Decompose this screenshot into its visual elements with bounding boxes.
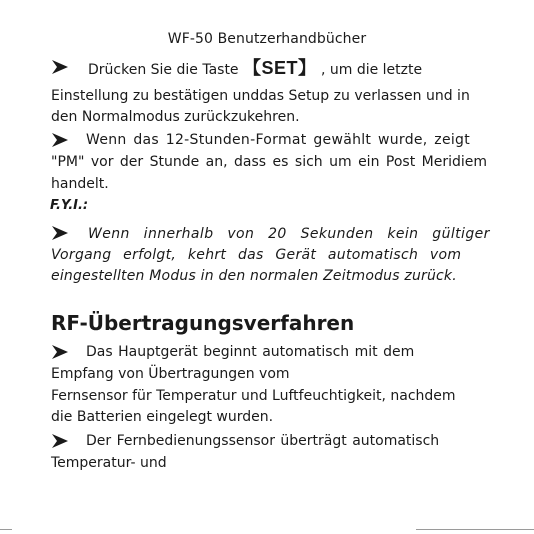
arrowhead-bullet-icon (52, 60, 68, 74)
arrowhead-bullet-icon (52, 133, 68, 147)
para2-line2: "PM" vor der Stunde an, dass es sich um ein Post Meridiem (51, 154, 487, 170)
footer-rule-left (0, 529, 12, 530)
para2-line1: Wenn das 12-Stunden-Format gewählt wurde, zeigt (86, 132, 471, 148)
para4-line1: Der Fernbedienungssensor überträgt automatisch (86, 433, 440, 449)
fyi-line2: Vorgang erfolgt, kehrt das Gerät automatisch vom (51, 247, 462, 263)
arrowhead-bullet-icon (52, 434, 68, 448)
para1-line1 (88, 58, 422, 80)
fyi-line1: Wenn innerhalb von 20 Sekunden kein gültiger (88, 226, 490, 242)
para1-text-before-key: Drücken Sie die Taste (88, 62, 239, 78)
arrowhead-bullet-icon (52, 226, 68, 240)
para1-line2: Einstellung zu bestätigen unddas Setup zu verlassen und in (51, 88, 470, 104)
para1-line3: den Normalmodus zurückzukehren. (51, 109, 300, 125)
para3-line1: Das Hauptgerät beginnt automatisch mit dem (86, 344, 415, 360)
page-header: WF-50 Benutzerhandbücher (167, 31, 367, 47)
footer-rule-right (416, 529, 534, 530)
para1-text-after-key: , um die letzte (320, 62, 423, 78)
para3-line4: die Batterien eingelegt wurden. (51, 409, 274, 425)
fyi-line3: eingestellten Modus in den normalen Zeitmodus zurück. (51, 268, 457, 284)
set-key-label: 【SET】 (243, 58, 317, 78)
fyi-label: F.Y.I.: (50, 198, 89, 213)
para4-line2: Temperatur- und (51, 455, 167, 471)
para3-line3: Fernsensor für Temperatur und Luftfeuchtigkeit, nachdem (51, 388, 456, 404)
para2-line3: handelt. (51, 176, 109, 192)
arrowhead-bullet-icon (52, 345, 68, 359)
section-title: RF-Übertragungsverfahren (51, 311, 355, 335)
para3-line2: Empfang von Übertragungen vom (51, 366, 290, 382)
